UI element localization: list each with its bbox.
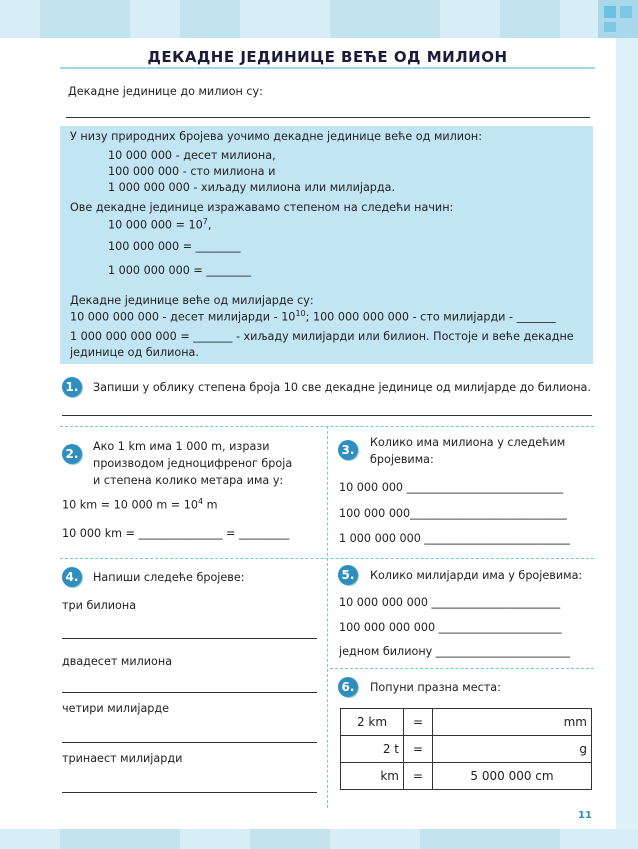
- table-row: [341, 709, 592, 736]
- info-line-7: 10 000 000 000 - десет милијарди - $10^{10}$; 100 000 000 000 - сто милијарди - _______: [70, 309, 556, 324]
- task-3-row-2[interactable]: 100 000 000____________________________: [339, 507, 567, 520]
- task-4-item-3: четири милијарде: [62, 702, 170, 715]
- task-4-answer-line-2[interactable]: [62, 692, 317, 693]
- table-cell-equals: =: [404, 709, 433, 736]
- table-cell-value: 2 t: [341, 736, 404, 763]
- task-4-item-2: двадесет милиона: [62, 655, 173, 668]
- separator-vertical-2: [327, 558, 328, 808]
- table-cell-value: 2 km: [341, 709, 404, 736]
- task-6-text: Попуни празна места:: [370, 681, 501, 694]
- bottom-decor-bar: [0, 829, 638, 849]
- task-3-text-2: бројевима:: [370, 453, 434, 466]
- task-3-row-1[interactable]: 10 000 000 ____________________________: [339, 481, 564, 494]
- info-eq-3: 1 000 000 000 = ________: [108, 264, 252, 277]
- info-line-1: У низу природних бројева уочимо декадне јединице веће од милион:: [70, 130, 483, 143]
- task-5-row-2[interactable]: 100 000 000 000 ______________________: [339, 621, 562, 634]
- table-cell-equals: =: [404, 736, 433, 763]
- info-eq-1: 10 000 $000 = 10^7$,: [108, 217, 212, 232]
- intro-prompt: Декадне јединице до милион су:: [68, 85, 263, 98]
- task-2-question[interactable]: 10 000 km = _______________ = _________: [62, 527, 290, 540]
- table-cell-value[interactable]: km: [341, 763, 404, 790]
- task-4-text: Напиши следеће бројеве:: [93, 571, 245, 584]
- info-line-2: 10 000 000 - десет милиона,: [108, 149, 276, 162]
- task-4-answer-line-3[interactable]: [62, 742, 317, 743]
- page-number: 11: [578, 810, 592, 821]
- table-cell-answer: 5 000 000 cm: [433, 763, 592, 790]
- info-line-8: 1 000 000 000 000 = _______ - хиљаду милијарди или билион. Постоје и веће декадне: [70, 330, 574, 343]
- task-4-item-1: три билиона: [62, 599, 137, 612]
- task-2-text-3: и степена колико метара има у:: [93, 474, 284, 487]
- task-5-row-3[interactable]: једном билиону ________________________: [339, 645, 571, 658]
- table-cell-answer[interactable]: mm: [433, 709, 592, 736]
- task-4-answer-line-1[interactable]: [62, 638, 317, 639]
- separator-vertical-1: [327, 426, 328, 566]
- top-decor-bar: [0, 0, 638, 38]
- task-2-example: 10 km = 10 000 $m = 10^4$ m: [62, 497, 218, 512]
- table-row: [341, 763, 592, 790]
- task-4-answer-line-4[interactable]: [62, 792, 317, 793]
- task-2-badge: 2.: [62, 444, 82, 464]
- task-6-table: [340, 708, 592, 790]
- task-5-text: Колико милијарди има у бројевима:: [370, 569, 583, 582]
- task-5-badge: 5.: [338, 565, 358, 585]
- task-1-badge: 1.: [62, 377, 82, 397]
- intro-answer-line[interactable]: [66, 117, 590, 118]
- info-line-6: Декадне јединице веће од милијарде су:: [70, 294, 314, 307]
- info-eq-2: 100 000 000 = ________: [108, 240, 241, 253]
- task-1-text: Запиши у облику степена броја 10 све декадне јединице од милијарде до билиона.: [93, 381, 591, 394]
- task-6-badge: 6.: [338, 677, 358, 697]
- info-line-5: Ове декадне јединице изражавамо степеном на следећи начин:: [70, 201, 454, 214]
- task-1-answer-line[interactable]: [62, 415, 592, 416]
- task-2-text-2: производом једноцифреног броја: [93, 457, 293, 470]
- title-underline: [60, 67, 595, 69]
- info-line-4: 1 000 000 000 - хиљаду милиона или милијарда.: [108, 181, 396, 194]
- task-3-text-1: Колико има милиона у следећим: [370, 436, 566, 449]
- task-3-badge: 3.: [338, 440, 358, 460]
- corner-decor: [598, 0, 638, 38]
- task-5-row-1[interactable]: 10 000 000 000 _______________________: [339, 596, 561, 609]
- page-title: ДЕКАДНЕ ЈЕДИНИЦЕ ВЕЋЕ ОД МИЛИОН: [147, 48, 508, 66]
- task-3-row-3[interactable]: 1 000 000 000 __________________________: [339, 532, 570, 545]
- right-decor-strip: [616, 38, 638, 849]
- task-2-text-1: Ако 1 km има 1 000 m, изрази: [93, 440, 270, 453]
- info-line-9: јединице од билиона.: [70, 346, 199, 359]
- table-cell-answer[interactable]: g: [433, 736, 592, 763]
- info-line-3: 100 000 000 - сто милиона и: [108, 165, 276, 178]
- table-row: [341, 736, 592, 763]
- table-cell-equals: =: [404, 763, 433, 790]
- task-4-badge: 4.: [62, 567, 82, 587]
- task-4-item-4: тринаест милијарди: [62, 752, 183, 765]
- separator-3: [330, 668, 594, 669]
